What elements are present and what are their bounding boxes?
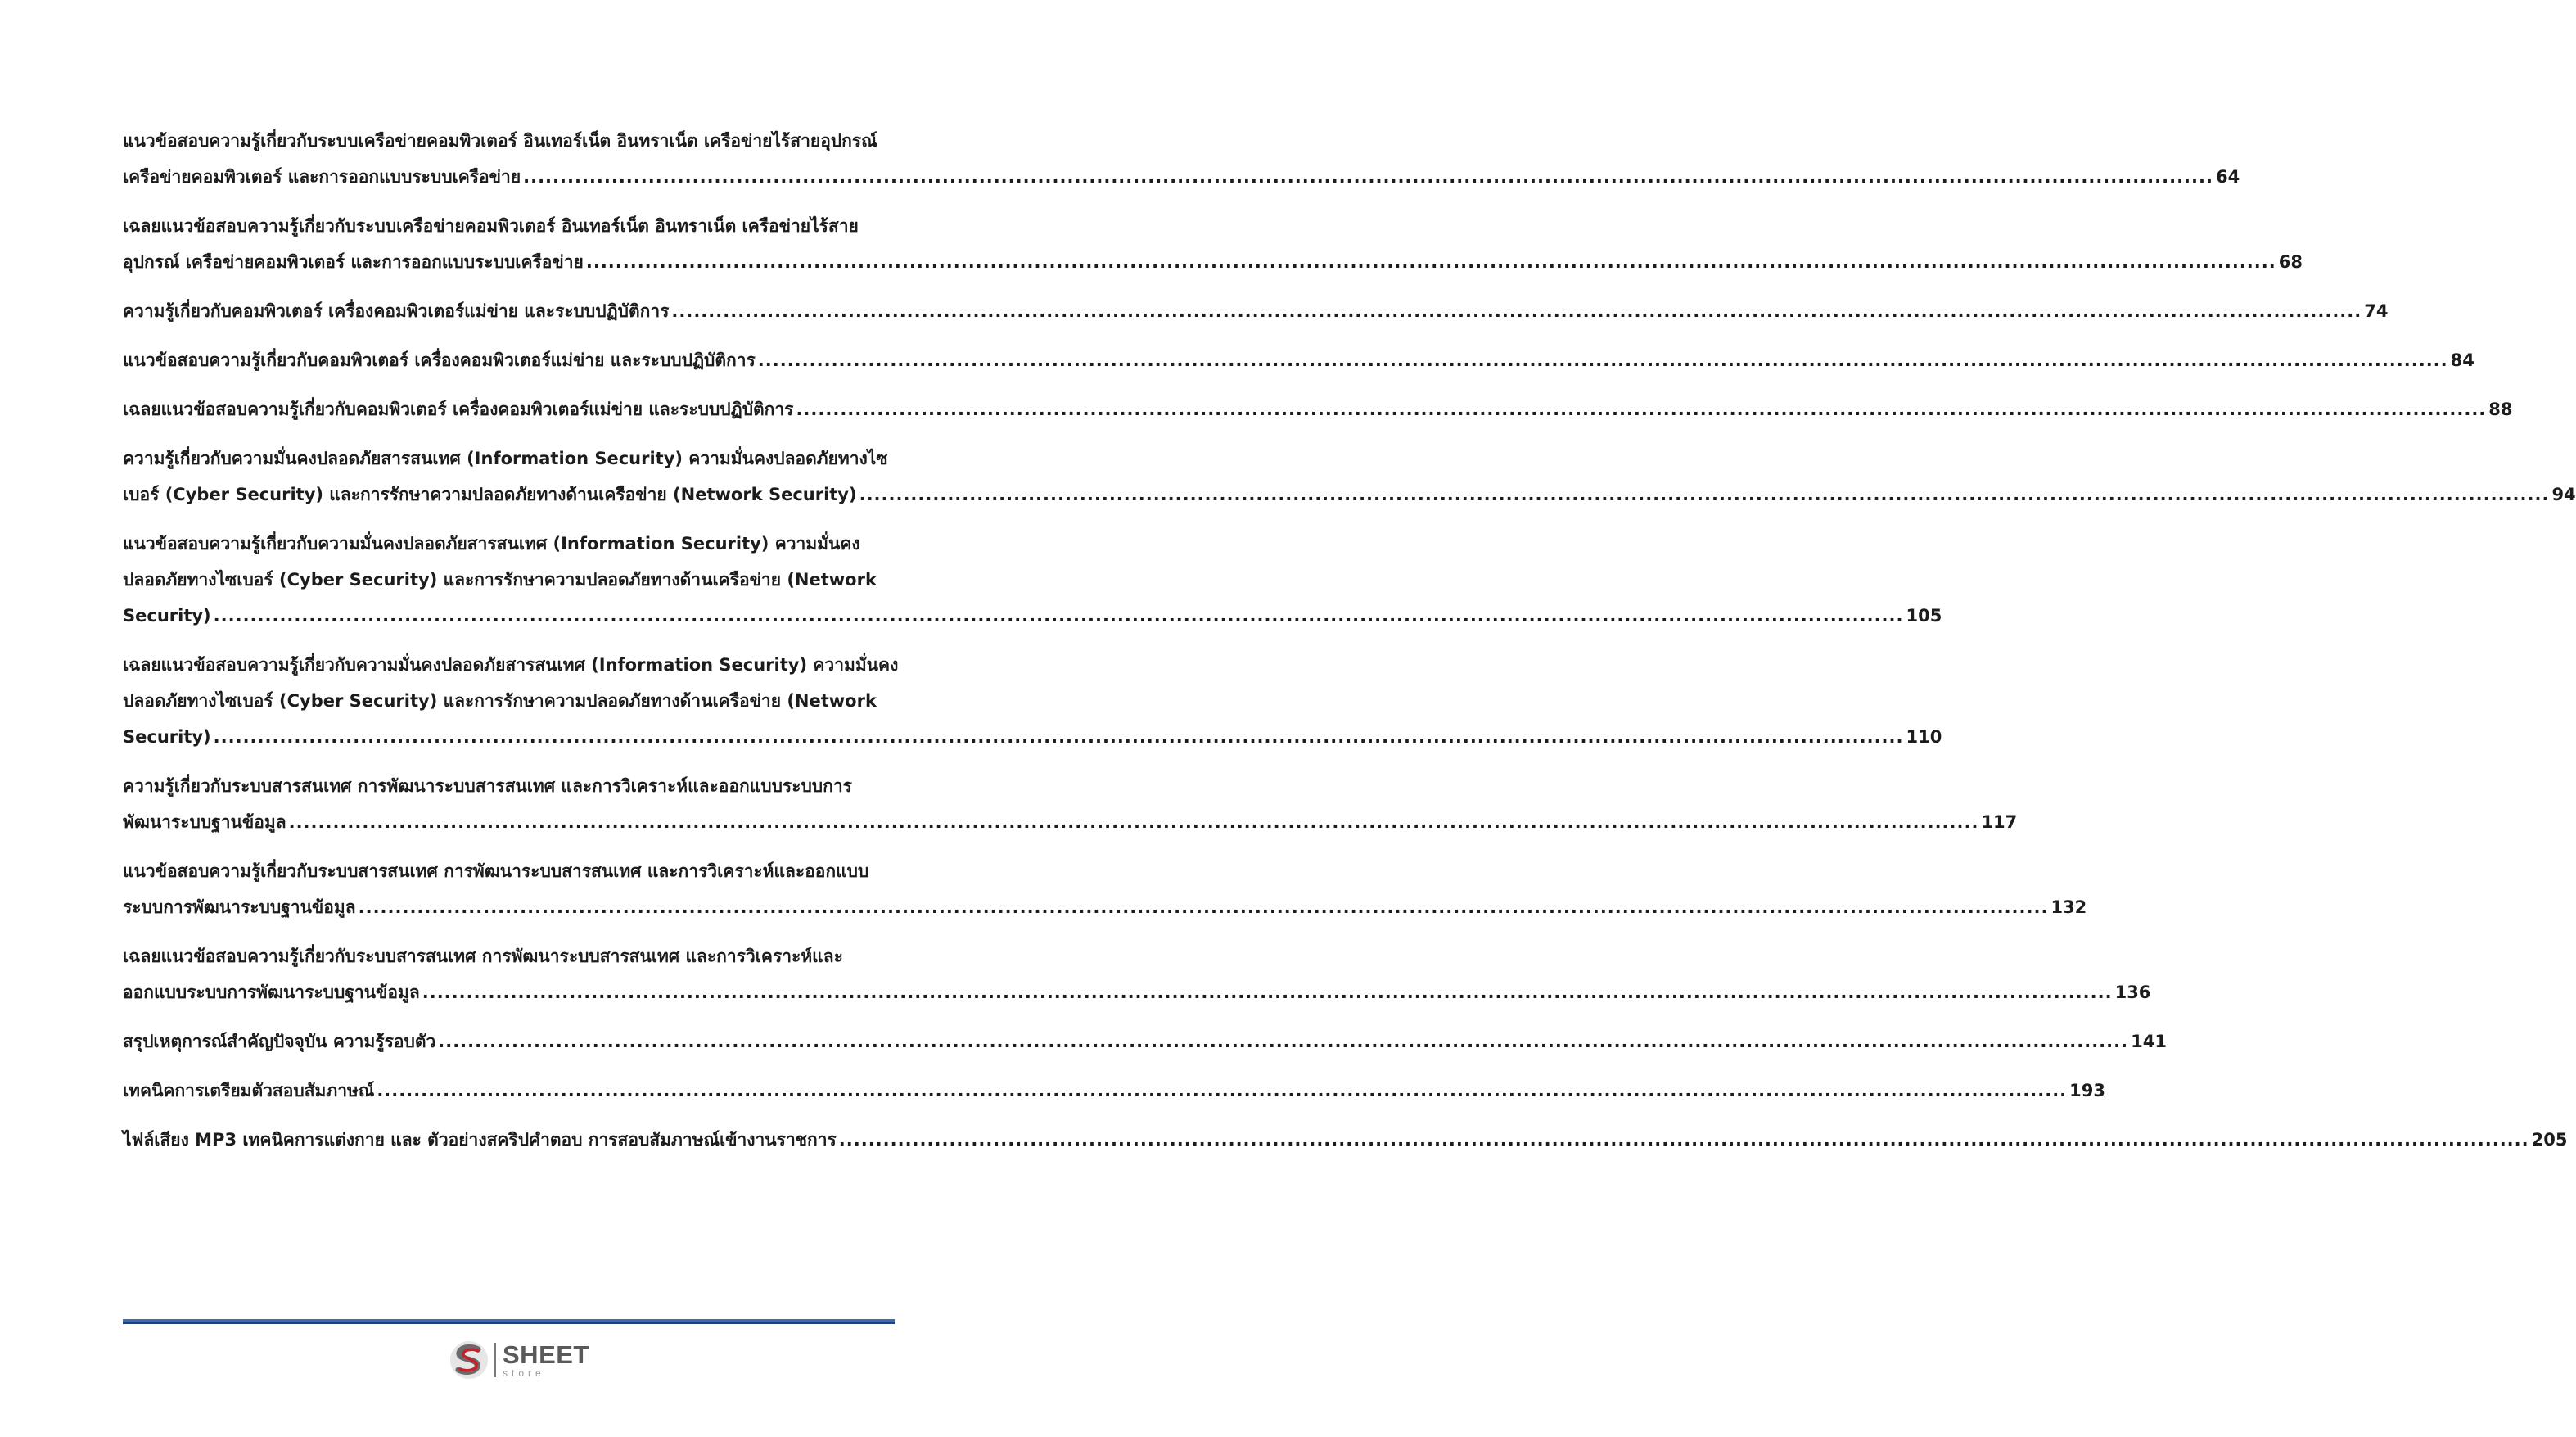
toc-dot-leader <box>289 804 1979 840</box>
toc-entry-title: อุปกรณ์ เครือข่ายคอมพิวเตอร์ และการออกแบบระบบเครือข่าย <box>123 252 584 272</box>
toc-entry-title: ปลอดภัยทางไซเบอร์ (Cyber Security) และการรักษาความปลอดภัยทางด้านเครือข่าย (Network <box>123 570 877 590</box>
toc-entry-line <box>123 719 1942 755</box>
toc-entry[interactable] <box>123 123 2240 195</box>
sheet-store-logo-icon <box>449 1340 489 1381</box>
toc-entry-title: ออกแบบระบบการพัฒนาระบบฐานข้อมูล <box>123 983 420 1002</box>
toc-entry-title: เฉลยแนวข้อสอบความรู้เกี่ยวกับระบบเครือข่ายคอมพิวเตอร์ อินเทอร์เน็ต อินทราเน็ต เครือข่ายไร้สาย <box>123 216 859 236</box>
toc-entry-line <box>123 683 890 719</box>
logo-separator <box>494 1343 496 1377</box>
toc-page-number: 94 <box>2551 485 2576 504</box>
toc-page-number: 74 <box>2364 301 2389 321</box>
toc-page-number: 193 <box>2069 1081 2105 1100</box>
toc-entry[interactable] <box>123 938 2151 1010</box>
toc-entry-line <box>123 477 2576 513</box>
logo-word: SHEET <box>503 1340 589 1369</box>
toc-entry-title: ความรู้เกี่ยวกับระบบสารสนเทศ การพัฒนาระบบสารสนเทศ และการวิเคราะห์และออกแบบระบบการ <box>123 776 852 796</box>
toc-entry-line <box>123 598 1942 634</box>
toc-dot-leader <box>377 1073 2067 1109</box>
toc-entry-title: ระบบการพัฒนาระบบฐานข้อมูล <box>123 897 356 917</box>
logo-subword: store <box>503 1367 545 1379</box>
table-of-contents <box>123 123 2576 1171</box>
toc-dot-leader <box>214 598 1904 634</box>
toc-entry-line <box>123 562 890 598</box>
toc-entry-title: แนวข้อสอบความรู้เกี่ยวกับคอมพิวเตอร์ เครื่องคอมพิวเตอร์แม่ข่าย และระบบปฏิบัติการ <box>123 350 756 370</box>
toc-dot-leader <box>839 1122 2529 1158</box>
toc-dot-leader <box>859 477 2550 513</box>
toc-entry-line <box>123 1073 2105 1109</box>
toc-dot-leader <box>796 391 2486 427</box>
toc-page-number: 110 <box>1906 727 1942 747</box>
toc-entry-line <box>123 441 890 477</box>
toc-page-number: 132 <box>2050 897 2087 917</box>
toc-entry-title: เทคนิคการเตรียมตัวสอบสัมภาษณ์ <box>123 1081 375 1100</box>
toc-entry-title: แนวข้อสอบความรู้เกี่ยวกับความมั่นคงปลอดภัยสารสนเทศ (Information Security) ความมั่นคง <box>123 534 860 554</box>
toc-entry-line <box>123 293 2389 329</box>
toc-dot-leader <box>422 974 2113 1010</box>
toc-page-number: 64 <box>2215 167 2240 187</box>
toc-entry-line <box>123 342 2474 378</box>
toc-entry[interactable] <box>123 208 2303 280</box>
toc-page-number: 136 <box>2114 983 2151 1002</box>
toc-entry-title: เบอร์ (Cyber Security) และการรักษาความปลอดภัยทางด้านเครือข่าย (Network Security) <box>123 485 857 504</box>
footer-rule <box>123 1319 895 1324</box>
toc-entry-line <box>123 974 2151 1010</box>
toc-entry[interactable] <box>123 768 2018 840</box>
toc-entry-line <box>123 768 890 804</box>
sheet-store-logo <box>449 1339 589 1381</box>
toc-entry-title: Security) <box>123 606 211 626</box>
toc-dot-leader <box>523 159 2213 195</box>
toc-page-number: 84 <box>2450 350 2474 370</box>
toc-page-number: 68 <box>2278 252 2303 272</box>
toc-entry-title: พัฒนาระบบฐานข้อมูล <box>123 812 286 832</box>
toc-entry-title: ความรู้เกี่ยวกับคอมพิวเตอร์ เครื่องคอมพิวเตอร์แม่ข่าย และระบบปฏิบัติการ <box>123 301 670 321</box>
toc-entry[interactable] <box>123 441 2576 513</box>
toc-entry-title: เฉลยแนวข้อสอบความรู้เกี่ยวกับระบบสารสนเทศ การพัฒนาระบบสารสนเทศ และการวิเคราะห์และ <box>123 947 843 966</box>
toc-entry[interactable] <box>123 647 1942 755</box>
toc-entry-title: ปลอดภัยทางไซเบอร์ (Cyber Security) และการรักษาความปลอดภัยทางด้านเครือข่าย (Network <box>123 691 877 711</box>
toc-dot-leader <box>758 342 2448 378</box>
toc-entry-title: สรุปเหตุการณ์สำคัญปัจจุบัน ความรู้รอบตัว <box>123 1032 436 1051</box>
toc-entry-line <box>123 526 890 562</box>
toc-entry-title: ความรู้เกี่ยวกับความมั่นคงปลอดภัยสารสนเทศ (Information Security) ความมั่นคงปลอดภัยทางไซ <box>123 449 888 468</box>
toc-entry[interactable] <box>123 526 1942 634</box>
toc-entry[interactable] <box>123 293 2389 329</box>
toc-page-number: 141 <box>2131 1032 2167 1051</box>
toc-entry-line <box>123 391 2513 427</box>
toc-entry-title: ไฟล์เสียง MP3 เทคนิคการแต่งกาย และ ตัวอย่างสคริปคำตอบ การสอบสัมภาษณ์เข้างานราชการ <box>123 1130 837 1150</box>
toc-dot-leader <box>586 244 2276 280</box>
toc-page-number: 88 <box>2488 400 2513 419</box>
toc-entry[interactable] <box>123 1122 2568 1158</box>
toc-entry-line <box>123 804 2018 840</box>
toc-entry-title: แนวข้อสอบความรู้เกี่ยวกับระบบเครือข่ายคอมพิวเตอร์ อินเทอร์เน็ต อินทราเน็ต เครือข่ายไร้สายอุปกรณ์ <box>123 131 877 151</box>
toc-entry-title: Security) <box>123 727 211 747</box>
toc-entry[interactable] <box>123 1024 2167 1060</box>
toc-entry-line <box>123 1122 2568 1158</box>
toc-entry-line <box>123 244 2303 280</box>
toc-entry-line <box>123 938 890 974</box>
toc-entry[interactable] <box>123 1073 2105 1109</box>
toc-entry[interactable] <box>123 342 2474 378</box>
toc-entry-line <box>123 123 890 159</box>
toc-dot-leader <box>671 293 2362 329</box>
toc-entry-title: เครือข่ายคอมพิวเตอร์ และการออกแบบระบบเครือข่าย <box>123 167 521 187</box>
toc-entry-title: แนวข้อสอบความรู้เกี่ยวกับระบบสารสนเทศ การพัฒนาระบบสารสนเทศ และการวิเคราะห์และออกแบบ <box>123 861 869 881</box>
toc-page-number: 117 <box>1981 812 2018 832</box>
toc-entry-line <box>123 647 899 683</box>
toc-entry-title: เฉลยแนวข้อสอบความรู้เกี่ยวกับคอมพิวเตอร์ เครื่องคอมพิวเตอร์แม่ข่าย และระบบปฏิบัติการ <box>123 400 794 419</box>
toc-entry-line <box>123 853 890 889</box>
toc-entry-line <box>123 1024 2167 1060</box>
logo-text <box>503 1342 589 1378</box>
toc-dot-leader <box>438 1024 2128 1060</box>
toc-entry-line <box>123 208 890 244</box>
toc-dot-leader <box>359 889 2049 925</box>
toc-page-number: 205 <box>2531 1130 2568 1150</box>
toc-page-number: 105 <box>1906 606 1942 626</box>
toc-entry-title: เฉลยแนวข้อสอบความรู้เกี่ยวกับความมั่นคงปลอดภัยสารสนเทศ (Information Security) ความมั่นคง <box>123 655 899 675</box>
toc-entry[interactable] <box>123 853 2087 925</box>
toc-entry[interactable] <box>123 391 2513 427</box>
toc-entry-line <box>123 159 2240 195</box>
toc-entry-line <box>123 889 2087 925</box>
toc-dot-leader <box>214 719 1904 755</box>
